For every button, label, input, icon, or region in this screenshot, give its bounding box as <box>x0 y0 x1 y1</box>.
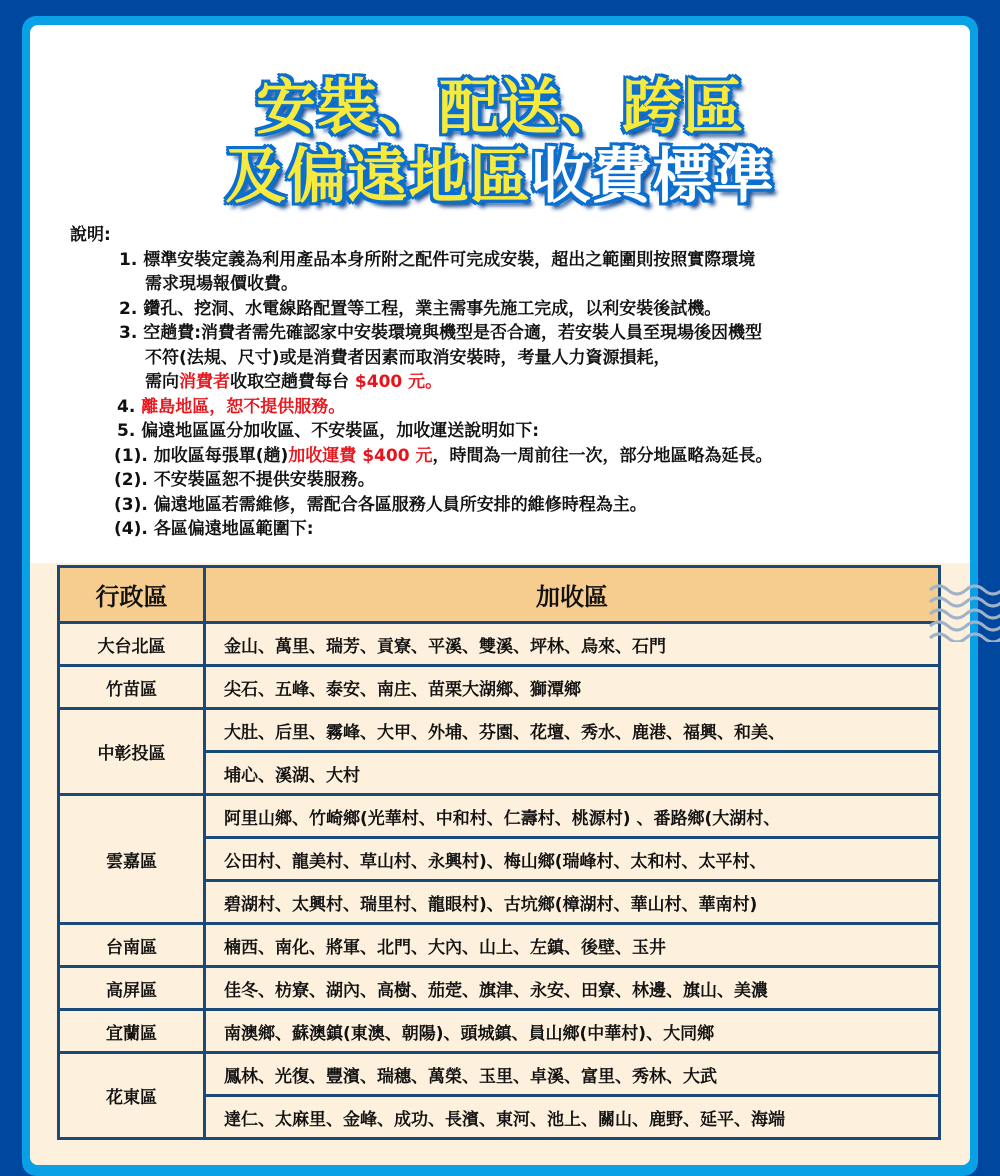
table-row <box>59 623 940 666</box>
region-cell: 高屏區 <box>59 967 205 1010</box>
surcharge-table <box>57 565 941 1140</box>
note-3-cont2 <box>145 370 772 395</box>
title-text-yellow: 及偏遠地區 <box>225 142 531 212</box>
region-cell: 台南區 <box>59 924 205 967</box>
areas-cell: 金山、萬里、瑞芳、貢寮、平溪、雙溪、坪林、烏來、石門 <box>205 623 940 666</box>
areas-cell: 尖石、五峰、泰安、南庄、苗栗大湖鄉、獅潭鄉 <box>205 666 940 709</box>
notes <box>70 223 772 542</box>
note-5: 5. 偏遠地區區分加收區、不安裝區，加收運送說明如下: <box>117 421 540 441</box>
text: 收取空趟費每台 <box>230 372 355 392</box>
areas-cell: 達仁、太麻里、金峰、成功、長濱、東河、池上、關山、鹿野、延平、海端 <box>205 1096 940 1139</box>
areas-cell: 碧湖村、太興村、瑞里村、龍眼村)、古坑鄉(樟湖村、華山村、華南村) <box>205 881 940 924</box>
title-line1 <box>30 73 970 143</box>
title-text-white: 收費標準 <box>530 142 775 212</box>
wave-decoration-icon <box>928 582 1000 642</box>
region-cell: 雲嘉區 <box>59 795 205 924</box>
areas-cell: 埔心、溪湖、大村 <box>205 752 940 795</box>
table-row <box>59 1010 940 1053</box>
note-1: 1. 標準安裝定義為利用產品本身所附之配件可完成安裝，超出之範圍則按照實際環境 <box>119 249 756 270</box>
table-row <box>59 924 940 967</box>
highlight-price: $400 元。 <box>354 372 443 392</box>
sub-note-1 <box>114 444 772 469</box>
header-region: 行政區 <box>59 567 205 623</box>
areas-cell: 南澳鄉、蘇澳鎮(東澳、朝陽)、頭城鎮、員山鄉(中華村)、大同鄉 <box>205 1010 940 1053</box>
table-row <box>59 709 940 752</box>
table-row <box>59 967 940 1010</box>
sub-note-3: (3). 偏遠地區若需維修，需配合各區服務人員所安排的維修時程為主。 <box>114 494 647 515</box>
region-cell: 花東區 <box>59 1053 205 1139</box>
table-row <box>59 666 940 709</box>
header-areas: 加收區 <box>205 567 940 623</box>
region-cell: 竹苗區 <box>59 666 205 709</box>
title-text: 安裝、配送、跨區 <box>256 73 744 143</box>
text: (1). 加收區每張單(趟) <box>114 445 289 466</box>
note-1-cont: 需求現場報價收費。 <box>145 274 298 294</box>
sub-note-4: (4). 各區偏遠地區範圍下: <box>114 519 314 539</box>
note-4 <box>117 395 772 420</box>
sub-note-2: (2). 不安裝區恕不提供安裝服務。 <box>114 470 375 490</box>
region-cell: 中彰投區 <box>59 709 205 795</box>
highlight-price: 加收運費 $400 元 <box>288 445 433 466</box>
areas-cell: 楠西、南化、將軍、北門、大內、山上、左鎮、後壁、玉井 <box>205 924 940 967</box>
note-2: 2. 鑽孔、挖洞、水電線路配置等工程，業主需事先施工完成，以利安裝後試機。 <box>119 298 722 319</box>
table-row <box>59 1053 940 1096</box>
text: ，時間為一周前往一次，部分地區略為延長。 <box>432 445 773 466</box>
note-3-cont: 不符(法規、尺寸)或是消費者因素而取消安裝時，考量人力資源損耗， <box>145 347 671 368</box>
text: 4. <box>117 396 142 417</box>
areas-cell: 大肚、后里、霧峰、大甲、外埔、芬園、花壇、秀水、鹿港、福興、和美、 <box>205 709 940 752</box>
note-3: 3. 空趟費:消費者需先確認家中安裝環境與機型是否合適，若安裝人員至現場後因機型 <box>119 323 763 343</box>
areas-cell: 鳳林、光復、豐濱、瑞穗、萬榮、玉里、卓溪、富里、秀林、大武 <box>205 1053 940 1096</box>
highlight-text: 消費者 <box>179 372 230 392</box>
text: 需向 <box>145 372 179 392</box>
region-cell: 大台北區 <box>59 623 205 666</box>
table-header <box>59 567 940 623</box>
table-area <box>30 563 970 1165</box>
areas-cell: 佳冬、枋寮、湖內、高樹、茄萣、旗津、永安、田寮、林邊、旗山、美濃 <box>205 967 940 1010</box>
notes-heading: 說明: <box>70 225 111 245</box>
highlight-text: 離島地區，恕不提供服務。 <box>141 396 346 417</box>
region-cell: 宜蘭區 <box>59 1010 205 1053</box>
areas-cell: 公田村、龍美村、草山村、永興村)、梅山鄉(瑞峰村、太和村、太平村、 <box>205 838 940 881</box>
title-line2 <box>30 142 970 212</box>
table-row <box>59 795 940 838</box>
content-card <box>30 25 970 1165</box>
areas-cell: 阿里山鄉、竹崎鄉(光華村、中和村、仁壽村、桃源村) 、番路鄉(大湖村、 <box>205 795 940 838</box>
